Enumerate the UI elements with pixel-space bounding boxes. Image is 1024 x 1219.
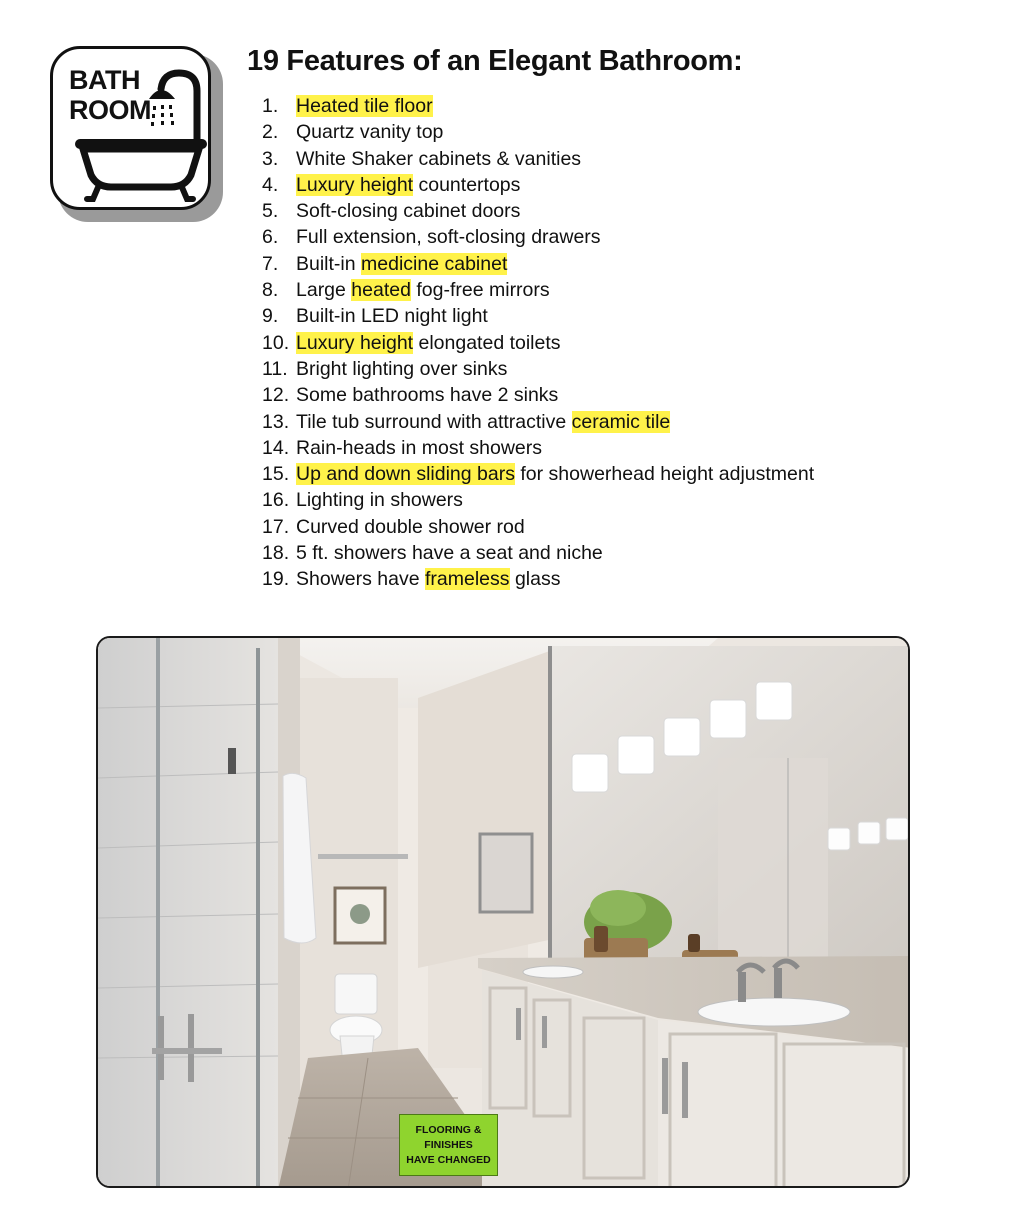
feature-highlight: Luxury height <box>296 173 414 196</box>
feature-text: Built-in <box>296 252 362 275</box>
feature-number: 2. <box>262 121 279 144</box>
badge-line-1: FLOORING & <box>415 1123 482 1136</box>
feature-item <box>262 93 814 119</box>
feature-number: 14. <box>262 436 290 459</box>
badge-line-3: HAVE CHANGED <box>406 1153 491 1166</box>
feature-text: elongated toilets <box>413 331 561 354</box>
feature-number: 10. <box>262 331 290 354</box>
feature-item <box>262 435 814 461</box>
feature-number: 16. <box>262 489 290 512</box>
logo-text-room: ROOM <box>69 95 151 125</box>
feature-item <box>262 409 814 435</box>
feature-item <box>262 277 814 303</box>
feature-item <box>262 566 814 592</box>
feature-text: Curved double shower rod <box>296 515 525 538</box>
feature-number: 12. <box>262 384 290 407</box>
feature-text: Lighting in showers <box>296 489 463 512</box>
feature-text: Rain-heads in most showers <box>296 436 543 459</box>
feature-item <box>262 461 814 487</box>
features-list <box>262 93 814 593</box>
feature-highlight: ceramic tile <box>571 410 671 433</box>
feature-number: 13. <box>262 410 290 433</box>
feature-item <box>262 382 814 408</box>
feature-highlight: medicine cabinet <box>361 252 508 275</box>
feature-text: for showerhead height adjustment <box>514 463 815 486</box>
bathtub-shower-icon <box>53 49 214 213</box>
feature-text: 5 ft. showers have a seat and niche <box>296 542 603 565</box>
page-title: 19 Features of an Elegant Bathroom: <box>247 45 743 77</box>
feature-item <box>262 487 814 513</box>
logo-text-bath: BATH <box>69 65 140 95</box>
feature-number: 1. <box>262 95 279 117</box>
feature-text: Soft-closing cabinet doors <box>296 200 521 223</box>
feature-item <box>262 119 814 145</box>
feature-number: 4. <box>262 173 279 196</box>
feature-item <box>262 146 814 172</box>
bathroom-photo <box>96 636 910 1188</box>
feature-item <box>262 224 814 250</box>
feature-text: Built-in LED night light <box>296 305 488 328</box>
flooring-disclaimer-badge <box>399 1114 498 1176</box>
feature-number: 8. <box>262 279 279 302</box>
feature-item <box>262 172 814 198</box>
feature-number: 11. <box>262 357 288 380</box>
feature-number: 9. <box>262 305 279 328</box>
feature-text: countertops <box>413 173 521 196</box>
feature-text: Bright lighting over sinks <box>296 357 508 380</box>
feature-highlight: Up and down sliding bars <box>296 463 515 486</box>
feature-number: 5. <box>262 200 279 223</box>
feature-highlight: Heated tile floor <box>296 95 433 117</box>
feature-item <box>262 514 814 540</box>
feature-text: Showers have <box>296 568 425 591</box>
feature-item <box>262 251 814 277</box>
feature-text: fog-free mirrors <box>410 279 550 302</box>
feature-item <box>262 540 814 566</box>
feature-number: 15. <box>262 463 290 486</box>
feature-highlight: frameless <box>425 568 510 591</box>
feature-number: 19. <box>262 568 290 591</box>
feature-item <box>262 198 814 224</box>
feature-text: Tile tub surround with attractive <box>296 410 572 433</box>
feature-text: glass <box>509 568 561 591</box>
bathroom-logo <box>50 46 217 216</box>
feature-highlight: heated <box>351 279 411 302</box>
feature-highlight: Luxury height <box>296 331 414 354</box>
feature-item <box>262 330 814 356</box>
feature-number: 6. <box>262 226 279 249</box>
badge-line-2: FINISHES <box>424 1138 473 1151</box>
feature-number: 7. <box>262 252 279 275</box>
feature-item <box>262 356 814 382</box>
logo-card <box>50 46 211 210</box>
feature-number: 17. <box>262 515 290 538</box>
feature-text: White Shaker cabinets & vanities <box>296 147 582 170</box>
feature-text: Quartz vanity top <box>296 121 444 144</box>
feature-item <box>262 303 814 329</box>
feature-text: Some bathrooms have 2 sinks <box>296 384 559 407</box>
feature-text: Large <box>296 279 352 302</box>
feature-text: Full extension, soft-closing drawers <box>296 226 601 249</box>
feature-number: 18. <box>262 542 290 565</box>
feature-number: 3. <box>262 147 279 170</box>
